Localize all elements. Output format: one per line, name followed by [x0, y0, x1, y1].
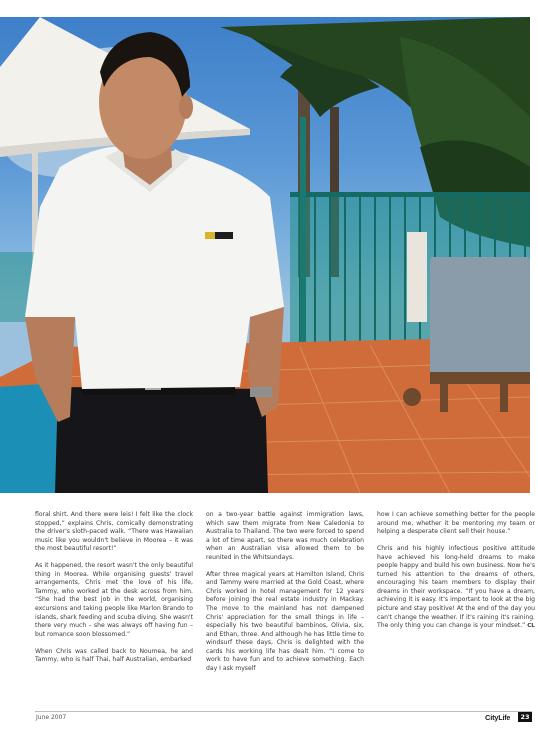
brand-city: City — [485, 713, 499, 722]
feature-photo — [0, 17, 530, 493]
magazine-logo — [485, 713, 510, 722]
article-column-1 — [35, 511, 193, 701]
photo-illustration — [0, 17, 530, 493]
paragraph: how I can achieve something better for the people around me, whether it be mentoring my team or helping a desperate client sell their house.” — [377, 511, 535, 536]
article-body — [35, 511, 535, 701]
paragraph: As it happened, the resort wasn't the only beautiful thing in Moorea. While organising guests' travel arrangements, Chris met the love of his life, Tammy, who worked at the desk across from him. “She had the best job in the world, organising excursions and taking people like Marlon Brando to islands, shark feeding and scuba diving. She wasn't there very much – she was always off having fun – but romance soon blossomed.” — [35, 562, 193, 638]
article-column-2 — [206, 511, 364, 701]
paragraph — [377, 545, 535, 630]
page-number: 23 — [518, 712, 532, 722]
paragraph: After three magical years at Hamilton Island, Chris and Tammy were married at the Gold Coast, where Chris worked in hotel management for 12 years before joining the real estate industry in Mackay. The move to the mainland has not dampened Chris' appreciation for the small things in life – especially his two beautiful bambinos, Olivia, six, and Ethan, three. And although he has little time to windsurf these days, Chris is delighted with the cards his working life has dealt him. “I come to work to have fun and to achieve something. Each day I ask myself — [206, 570, 364, 672]
author-signoff: CL — [527, 623, 535, 630]
paragraph: floral shirt. And there were leis! I felt like the clock stopped,” explains Chris, comically demonstrating the driver's sloth-paced walk. “There was Hawaiian music like you wouldn't believe in Moorea – it was the most beautiful resort!” — [35, 511, 193, 553]
pool-sign — [407, 232, 427, 322]
paragraph: on a two-year battle against immigration laws, which saw them migrate from New Caledonia to Australia to Thailand. The two were forced to spend a lot of time apart, so there was much celebration when an Australian visa allowed them to be reunited in the Whitsundays. — [206, 511, 364, 561]
article-column-3 — [377, 511, 535, 701]
brand-life: Life — [498, 715, 511, 722]
footer-divider — [35, 711, 532, 712]
paragraph-text: Chris and his highly infectious positive attitude have achieved his long-held dreams to make people happy and build his own business. Now he's turned his attention to the dreams of others, encouraging his team members to display their dreams in their workspace. “If you have a dream, achieving it is easy. It's important to look at the big picture and stay positive! At the end of the day you can't change the weather. If it's raining it's raining. The only thing you can change is your mindset.” — [377, 545, 535, 630]
issue-date: June 2007 — [36, 714, 67, 721]
paragraph: When Chris was called back to Noumea, he and Tammy, who is half Thai, half Australian, embarked — [35, 647, 193, 664]
